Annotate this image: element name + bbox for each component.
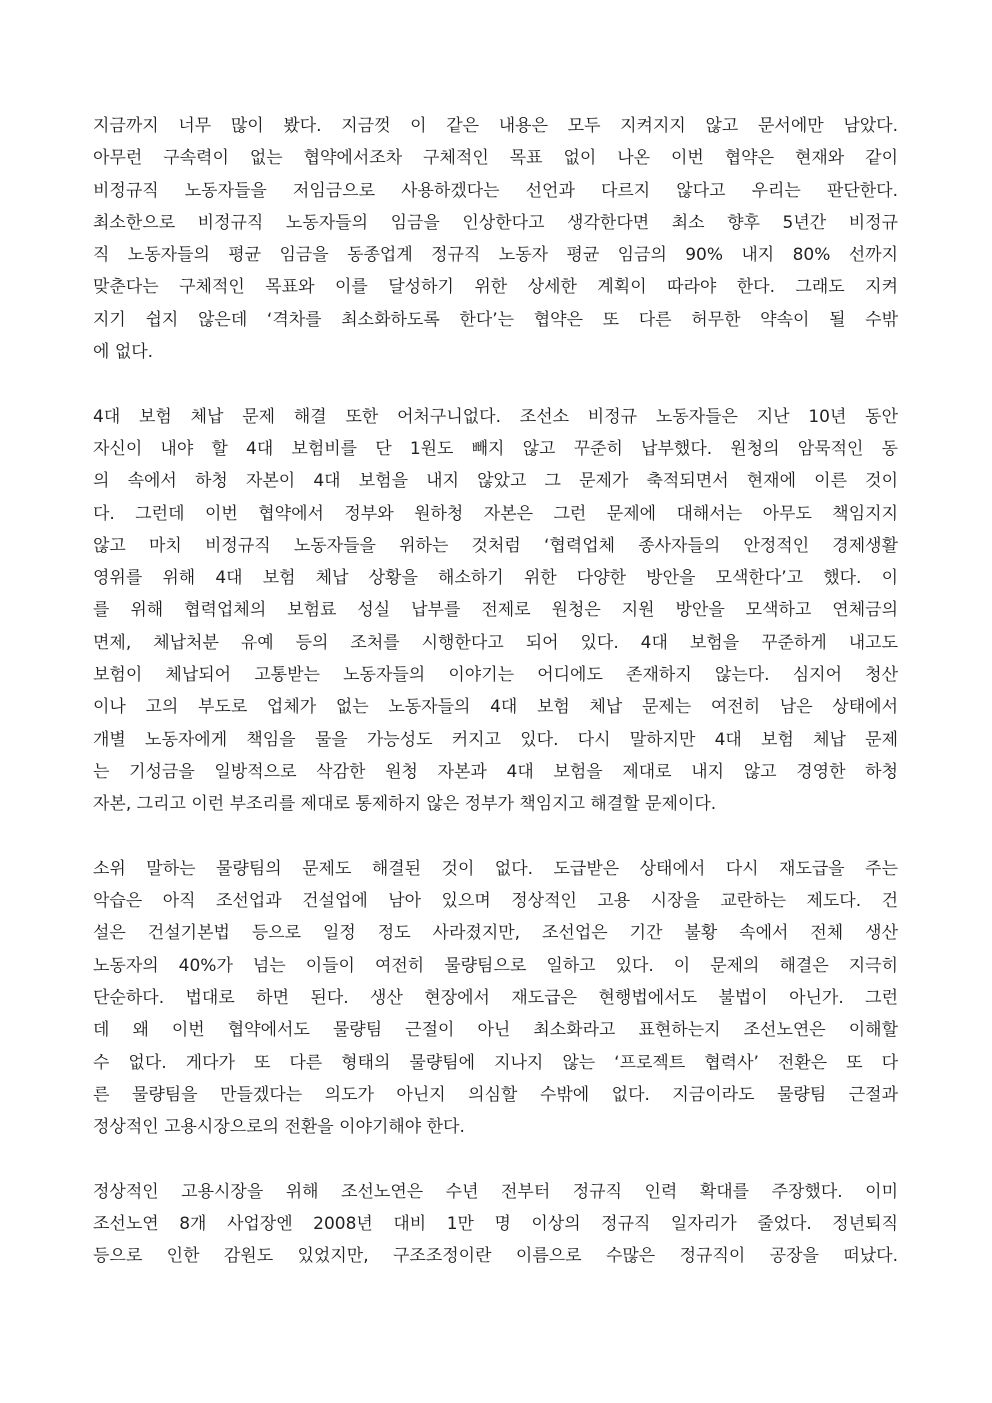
text-line: 수 없다. 게다가 또 다른 형태의 물량팀에 지나지 않는 ‘프로젝트 협력사’ 전환은 또 다 (93, 1052, 898, 1073)
text-line: 지금까지 너무 많이 봤다. 지금껏 이 같은 내용은 모두 지켜지지 않고 문서에만 남았다. (93, 116, 898, 136)
text-line: 다. 그런데 이번 협약에서 정부와 원하청 자본은 그런 문제에 대해서는 아무도 책임지지 (93, 503, 898, 524)
text-line: 데 왜 이번 협약에서도 물량팀 근절이 아닌 최소화라고 표현하는지 조선노연은 이해할 (93, 1020, 898, 1041)
text-line: 등으로 인한 감원도 있었지만, 구조조정이란 이름으로 수많은 정규직이 공장을 떠났다. (93, 1246, 898, 1267)
paragraph-3 (93, 853, 898, 1144)
text-line: 이나 고의 부도로 업체가 없는 노동자들의 4대 보험 체납 문제는 여전히 남은 상태에서 (93, 697, 898, 718)
text-line: 개별 노동자에게 책임을 물을 가능성도 커지고 있다. 다시 말하지만 4대 보험 체납 문제 (93, 729, 898, 750)
paragraph-gap (93, 368, 898, 400)
text-line: 지기 쉽지 않은데 ‘격차를 최소화하도록 한다’는 협약은 또 다른 허무한 약속이 될 수밖 (93, 309, 898, 330)
text-line: 조선노연 8개 사업장엔 2008년 대비 1만 명 이상의 정규직 일자리가 줄었다. 정년퇴직 (93, 1214, 898, 1235)
paragraph-2 (93, 401, 898, 821)
paragraph-gap (93, 1144, 898, 1176)
paragraph-1 (93, 110, 898, 368)
text-line: 설은 건설기본법 등으로 일정 정도 사라졌지만, 조선업은 기간 불황 속에서 전체 생산 (93, 923, 898, 944)
paragraph-gap (93, 821, 898, 853)
text-line: 맞춘다는 구체적인 목표와 이를 달성하기 위한 상세한 계획이 따라야 한다. 그래도 지켜 (93, 277, 898, 298)
text-line: 정상적인 고용시장을 위해 조선노연은 수년 전부터 정규직 인력 확대를 주장했다. 이미 (93, 1181, 898, 1202)
text-line: 최소한으로 비정규직 노동자들의 임금을 인상한다고 생각한다면 최소 향후 5년간 비정규 (93, 212, 898, 233)
text-line: 않고 마치 비정규직 노동자들을 위하는 것처럼 ‘협력업체 종사자들의 안정적인 경제생활 (93, 535, 898, 556)
document-body (93, 110, 898, 1273)
text-line: 노동자의 40%가 넘는 이들이 여전히 물량팀으로 일하고 있다. 이 문제의 해결은 지극히 (93, 955, 898, 976)
text-line: 자본, 그리고 이런 부조리를 제대로 통제하지 않은 정부가 책임지고 해결할 문제이다. (93, 794, 717, 815)
text-line: 소위 말하는 물량팀의 문제도 해결된 것이 없다. 도급받은 상태에서 다시 재도급을 주는 (93, 858, 898, 879)
text-line: 의 속에서 하청 자본이 4대 보험을 내지 않았고 그 문제가 축적되면서 현재에 이른 것이 (93, 471, 898, 492)
text-line: 아무런 구속력이 없는 협약에서조차 구체적인 목표 없이 나온 이번 협약은 현재와 같이 (93, 148, 898, 169)
text-line: 영위를 위해 4대 보험 체납 상황을 해소하기 위한 다양한 방안을 모색한다’고 했다. 이 (93, 568, 898, 589)
text-line: 른 물량팀을 만들겠다는 의도가 아닌지 의심할 수밖에 없다. 지금이라도 물량팀 근절과 (93, 1084, 898, 1105)
text-line: 4대 보험 체납 문제 해결 또한 어처구니없다. 조선소 비정규 노동자들은 지난 10년 동안 (93, 406, 898, 427)
text-line: 보험이 체납되어 고통받는 노동자들의 이야기는 어디에도 존재하지 않는다. 심지어 청산 (93, 665, 898, 686)
text-line: 에 없다. (93, 342, 154, 363)
text-line: 자신이 내야 할 4대 보험비를 단 1원도 빼지 않고 꾸준히 납부했다. 원청의 암묵적인 동 (93, 438, 898, 459)
text-line: 악습은 아직 조선업과 건설업에 남아 있으며 정상적인 고용 시장을 교란하는 제도다. 건 (93, 891, 898, 912)
text-line: 정상적인 고용시장으로의 전환을 이야기해야 한다. (93, 1117, 465, 1138)
text-line: 단순하다. 법대로 하면 된다. 생산 현장에서 재도급은 현행법에서도 불법이 아닌가. 그런 (93, 988, 898, 1009)
paragraph-4 (93, 1176, 898, 1273)
text-line: 비정규직 노동자들을 저임금으로 사용하겠다는 선언과 다르지 않다고 우리는 판단한다. (93, 180, 898, 201)
text-line: 면제, 체납처분 유예 등의 조처를 시행한다고 되어 있다. 4대 보험을 꾸준하게 내고도 (93, 632, 898, 653)
text-line: 를 위해 협력업체의 보험료 성실 납부를 전제로 원청은 지원 방안을 모색하고 연체금의 (93, 600, 898, 621)
text-line: 는 기성금을 일방적으로 삭감한 원청 자본과 4대 보험을 제대로 내지 않고 경영한 하청 (93, 761, 898, 782)
text-line: 직 노동자들의 평균 임금을 동종업계 정규직 노동자 평균 임금의 90% 내지 80% 선까지 (93, 245, 898, 266)
